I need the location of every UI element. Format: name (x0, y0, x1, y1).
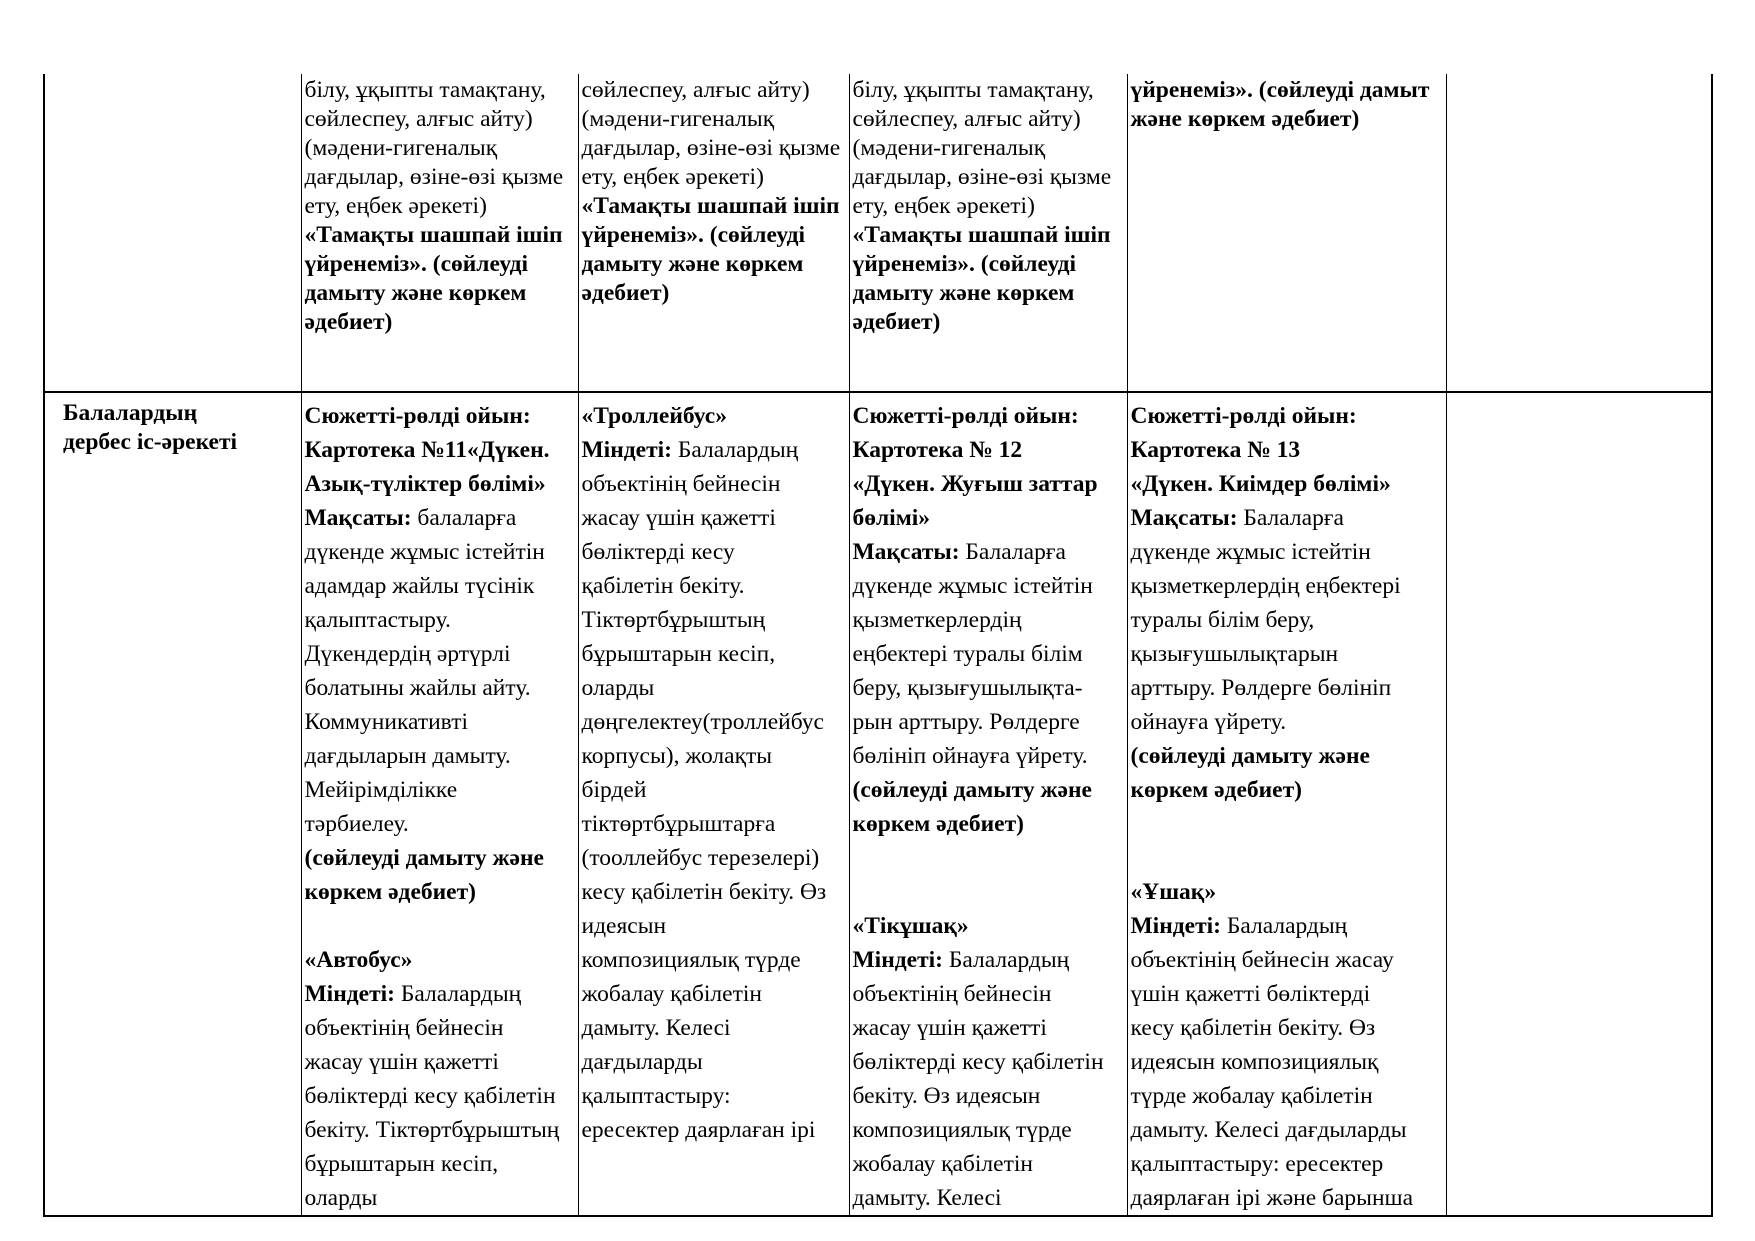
cell-text-line: Картотека № 13 (1130, 437, 1301, 463)
cell-text-line: тіктөртбұрыштарға (581, 811, 776, 837)
cell-text-line (853, 535, 1125, 569)
cell-text-line (1131, 501, 1444, 535)
cell-text-line: еңбектері туралы білім (852, 641, 1083, 667)
cell-text-line: ойнауға үйрету. (1130, 709, 1287, 735)
cell-text-line: Картотека №11«Дүкен. (304, 437, 550, 463)
cell-text-line: Мейірімділікке (304, 777, 458, 803)
cell-text-line: қабілетін бекіту. (581, 573, 745, 599)
cell-text-line: үйренеміз». (сөйлеуді (852, 251, 1077, 277)
wednesday-activity-cell (849, 392, 1127, 1216)
cell-text-line (1131, 807, 1444, 841)
cell-text-line: дамыту. Келесі (581, 1015, 731, 1041)
cell-text-line: композициялық түрде (852, 1117, 1072, 1143)
text-fragment: Балаларға (959, 539, 1066, 565)
cell-text-line: Картотека № 12 (852, 437, 1023, 463)
cell-text-line: үйренеміз». (сөйлеуді (304, 251, 529, 277)
cell-text-line: ересектер даярлаған ірі (581, 1117, 816, 1143)
cell-text-line: «Тамақты шашпай ішіп (304, 222, 563, 248)
cell-text-line: дамыту. Келесі (852, 1185, 1002, 1211)
bold-label: Мақсаты: (304, 505, 412, 531)
cell-text-line: дөңгелектеу(троллейбус (581, 709, 824, 735)
cell-text-line: үшін қажетті бөліктерді (1130, 981, 1371, 1007)
cell-text-line: Тіктөртбұрыштың (581, 607, 766, 633)
cell-text-line: объектінің бейнесін (581, 471, 781, 497)
cell-text-line (305, 909, 576, 943)
bold-label: Міндеті: (1130, 913, 1221, 939)
cell-text-line: беру, қызығушылықта- (852, 675, 1083, 701)
cell-text-line: ету, еңбек әрекеті) (852, 193, 1035, 219)
cell-text-line: Коммуникативті (304, 709, 468, 735)
cell-text-line: дағдылар, өзіне-өзі қызме (852, 164, 1112, 190)
cell-text-line: бекіту. Тіктөртбұрыштың (304, 1117, 560, 1143)
cell-text-line: қалыптастыру: ересектер (1130, 1151, 1384, 1177)
cell-text-line: бөліктерді кесу қабілетін (852, 1049, 1104, 1075)
cell-text-line (305, 977, 576, 1011)
cell-text-line: арттыру. Рөлдерге бөлініп (1130, 675, 1392, 701)
cell-text-line: «Троллейбус» (581, 403, 727, 429)
bold-label: Мақсаты: (1130, 505, 1238, 531)
thursday-cell (1127, 74, 1446, 392)
text-fragment: Балалардың (394, 981, 522, 1007)
cell-text-line: «Тамақты шашпай ішіп (581, 193, 840, 219)
bold-label: Міндеті: (852, 947, 943, 973)
cell-text-line: қалыптастыру: (581, 1083, 731, 1109)
bold-label: Міндеті: (581, 437, 672, 463)
cell-text-line: көркем әдебиет) (1130, 777, 1302, 803)
cell-text-line: Дүкендердің әртүрлі (304, 641, 511, 667)
text-fragment: Балалардың (1220, 913, 1348, 939)
cell-text-line: бөліктерді кесу (581, 539, 735, 565)
cell-text-line: рын арттыру. Рөлдерге (852, 709, 1080, 735)
bold-label: Міндеті: (304, 981, 395, 1007)
monday-activity-cell (301, 392, 578, 1216)
tuesday-activity-cell (578, 392, 849, 1216)
wednesday-cell (849, 74, 1127, 392)
cell-text-line: көркем әдебиет) (304, 879, 476, 905)
cell-text-line: жасау үшін қажетті (852, 1015, 1047, 1041)
cell-text-line: дамыту және көркем (304, 280, 527, 306)
cell-text-line: дағдылар, өзіне-өзі қызме (304, 164, 564, 190)
cell-text-line: болатыны жайлы айту. (304, 675, 531, 701)
table-row-independent-activity (44, 392, 1712, 1216)
text-fragment: Балаларға (1237, 505, 1344, 531)
cell-text-line: «Ұшақ» (1130, 879, 1217, 905)
cell-text-line (582, 433, 847, 467)
cell-text-line: әдебиет) (852, 309, 941, 335)
text-fragment: балаларға (411, 505, 517, 531)
cell-text-line: (сөйлеуді дамыту және (852, 777, 1092, 803)
cell-text-line: қызметкерлердің (852, 607, 1022, 633)
tuesday-cell (578, 74, 849, 392)
cell-text-line: кесу қабілетін бекіту. Өз (581, 879, 827, 905)
cell-text-line: бөліктерді кесу қабілетін (304, 1083, 556, 1109)
cell-text-line: идеясын (581, 913, 667, 939)
cell-text-line: адамдар жайлы түсінік (304, 573, 535, 599)
cell-text-line: бұрыштарын кесіп, (304, 1151, 499, 1177)
cell-text-line: бөлініп ойнауға үйрету. (852, 743, 1088, 769)
cell-text-line: тәрбиелеу. (304, 811, 409, 837)
cell-text-line: сөйлеспеу, алғыс айту) (852, 106, 1081, 132)
cell-text-line: композициялық түрде (581, 947, 801, 973)
cell-text-line: (мәдени-гигеналық (852, 135, 1046, 161)
cell-text-line: ету, еңбек әрекеті) (304, 193, 487, 219)
text-fragment: Балалардың (942, 947, 1070, 973)
row-label-cell (44, 392, 301, 1216)
cell-text-line: «Тікұшақ» (852, 913, 969, 939)
cell-text-line: Сюжетті-рөлді ойын: (304, 403, 531, 429)
text-fragment: Балалардың (671, 437, 799, 463)
cell-text-line: қалыптастыру. (304, 607, 451, 633)
cell-text-line (853, 875, 1125, 909)
cell-text-line: «Дүкен. Жуғыш заттар (852, 471, 1098, 497)
row-label-cell-empty (44, 74, 301, 392)
cell-text-line: кесу қабілетін бекіту. Өз (1130, 1015, 1376, 1041)
cell-text-line: дағдыларды (581, 1049, 703, 1075)
cell-text-line: жасау үшін қажетті (581, 505, 776, 531)
cell-text-line: көркем әдебиет) (852, 811, 1024, 837)
cell-text-line: «Автобус» (304, 947, 413, 973)
cell-text-line: объектінің бейнесін (852, 981, 1052, 1007)
cell-text-line (1131, 841, 1444, 875)
cell-text-line: Сюжетті-рөлді ойын: (852, 403, 1079, 429)
cell-text-line: бекіту. Өз идеясын (852, 1083, 1041, 1109)
cell-text-line: жасау үшін қажетті (304, 1049, 499, 1075)
friday-activity-cell (1446, 392, 1712, 1216)
cell-text-line: бірдей (581, 777, 647, 803)
friday-cell (1446, 74, 1712, 392)
cell-text-line: білу, ұқыпты тамақтану, (852, 77, 1094, 103)
cell-text-line: (сөйлеуді дамыту және (1130, 743, 1370, 769)
cell-text-line: қызметкерлердің еңбектері (1130, 573, 1401, 599)
cell-text-line: дамыту және көркем (581, 251, 804, 277)
cell-text-line: жобалау қабілетін (852, 1151, 1033, 1177)
cell-text-line: корпусы), жолақты (581, 743, 773, 769)
schedule-table (43, 74, 1713, 1217)
cell-text-line: Азық-түліктер бөлімі» (304, 471, 546, 497)
cell-text-line (853, 943, 1125, 977)
cell-text-line: сөйлеспеу, алғыс айту) (581, 77, 810, 103)
cell-text-line: туралы білім беру, (1130, 607, 1315, 633)
cell-text-line: (сөйлеуді дамыту және (304, 845, 544, 871)
cell-text-line: үйренеміз». (сөйлеуді (581, 222, 806, 248)
cell-text-line: (мәдени-гигеналық (304, 135, 498, 161)
cell-text-line: дүкенде жұмыс істейтін (304, 539, 545, 565)
cell-text-line (1131, 909, 1444, 943)
monday-cell (301, 74, 578, 392)
cell-text-line: әдебиет) (581, 280, 670, 306)
cell-text-line: дүкенде жұмыс істейтін (1130, 539, 1371, 565)
cell-text-line: түрде жобалау қабілетін (1130, 1083, 1373, 1109)
thursday-activity-cell (1127, 392, 1446, 1216)
row-label-line-1: Балалардың (63, 400, 198, 426)
cell-text-line: (тооллейбус терезелері) (581, 845, 820, 871)
cell-text-line: үйренеміз». (сөйлеуді дамыт (1130, 77, 1430, 103)
cell-text-line: идеясын композициялық (1130, 1049, 1379, 1075)
cell-text-line: объектінің бейнесін жасау (1130, 947, 1394, 973)
cell-text-line: білу, ұқыпты тамақтану, (304, 77, 546, 103)
cell-text-line: объектінің бейнесін (304, 1015, 504, 1041)
cell-text-line: ету, еңбек әрекеті) (581, 164, 764, 190)
table-row-continued (44, 74, 1712, 392)
cell-text-line: қызығушылықтарын (1130, 641, 1339, 667)
cell-text-line: сөйлеспеу, алғыс айту) (304, 106, 533, 132)
cell-text-line: (мәдени-гигеналық (581, 106, 775, 132)
cell-text-line: даярлаған ірі және барынша (1130, 1185, 1414, 1211)
cell-text-line: жобалау қабілетін (581, 981, 762, 1007)
cell-text-line: «Тамақты шашпай ішіп (852, 222, 1111, 248)
cell-text-line: бұрыштарын кесіп, (581, 641, 776, 667)
cell-text-line: дүкенде жұмыс істейтін (852, 573, 1093, 599)
cell-text-line: «Дүкен. Киімдер бөлімі» (1130, 471, 1391, 497)
cell-text-line: дамыту және көркем (852, 280, 1075, 306)
cell-text-line: дағдыларын дамыту. (304, 743, 511, 769)
cell-text-line (305, 501, 576, 535)
cell-text-line: оларды (581, 675, 655, 701)
bold-label: Мақсаты: (852, 539, 960, 565)
cell-text-line: Сюжетті-рөлді ойын: (1130, 403, 1357, 429)
cell-text-line: дамыту. Келесі дағдыларды (1130, 1117, 1407, 1143)
cell-text-line: дағдылар, өзіне-өзі қызме (581, 135, 841, 161)
cell-text-line: әдебиет) (304, 309, 393, 335)
cell-text-line: және көркем әдебиет) (1130, 106, 1360, 132)
row-label-line-2: дербес іс-әрекеті (63, 429, 238, 455)
cell-text-line: оларды (304, 1185, 378, 1211)
cell-text-line: бөлімі» (852, 505, 930, 531)
cell-text-line (853, 841, 1125, 875)
